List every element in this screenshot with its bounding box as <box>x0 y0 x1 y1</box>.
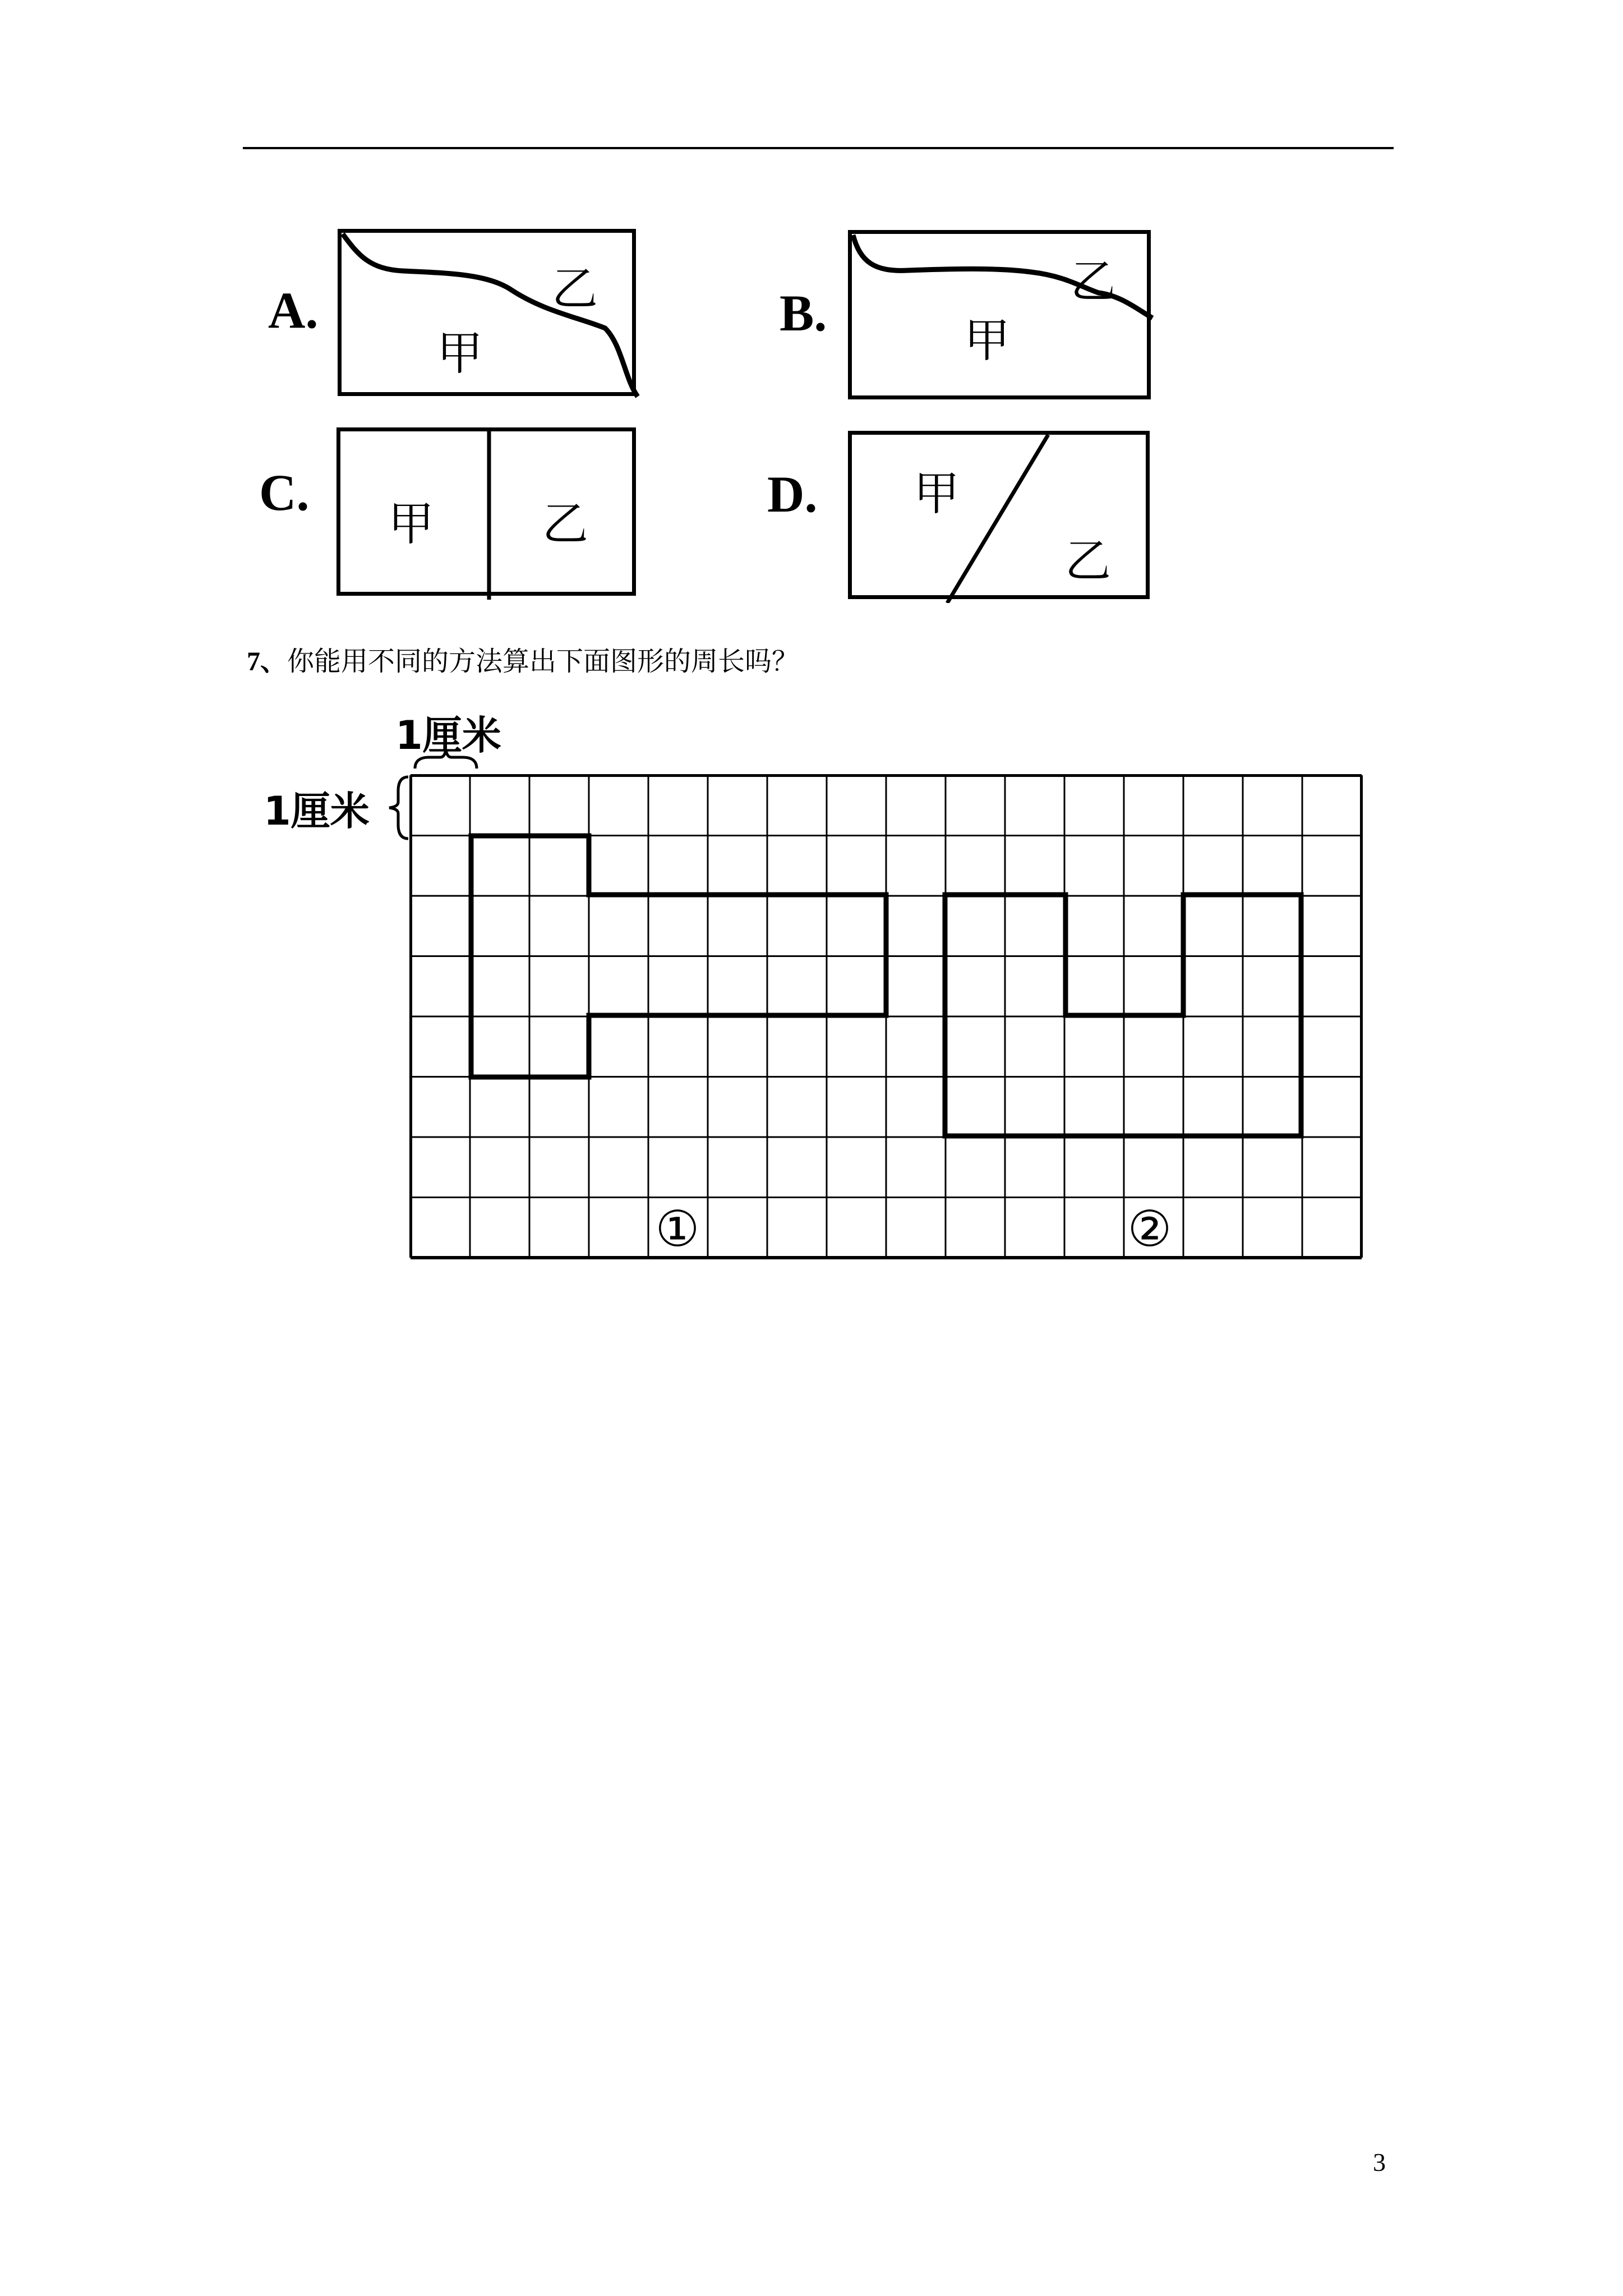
unit-label-top: 1厘米 <box>395 712 501 758</box>
option-b-jia: 甲 <box>964 314 1011 367</box>
option-a-figure[interactable] <box>338 229 636 396</box>
option-d-label: D. <box>767 466 818 523</box>
option-c-jia: 甲 <box>388 498 435 551</box>
perimeter-grid <box>409 774 1363 1270</box>
figure-1-label: ① <box>655 1199 700 1258</box>
figure-2-label: ② <box>1127 1199 1172 1258</box>
option-d-jia: 甲 <box>914 467 960 521</box>
option-c-divider <box>340 431 640 600</box>
option-b-yi: 乙 <box>1071 255 1117 309</box>
question-text: 你能用不同的方法算出下面图形的周长吗？ <box>287 646 799 677</box>
page-number: 3 <box>1373 2148 1386 2177</box>
grid-drawing <box>409 774 1363 1268</box>
unit-label-left: 1厘米 <box>264 788 370 834</box>
top-brace <box>412 746 479 774</box>
option-b-figure[interactable] <box>848 230 1151 399</box>
option-c-label: C. <box>259 464 310 521</box>
option-d-figure[interactable] <box>848 431 1150 599</box>
header-rule <box>243 147 1394 149</box>
option-a-yi: 乙 <box>552 263 598 316</box>
option-b-label: B. <box>780 284 827 342</box>
option-a-label: A. <box>268 282 319 339</box>
option-d-yi: 乙 <box>1065 535 1112 588</box>
question-7 <box>247 639 799 678</box>
option-c-yi: 乙 <box>542 498 589 551</box>
option-c-figure[interactable] <box>336 427 636 596</box>
left-brace <box>386 774 411 841</box>
option-a-jia: 甲 <box>437 327 483 380</box>
question-number: 7、 <box>247 647 288 677</box>
